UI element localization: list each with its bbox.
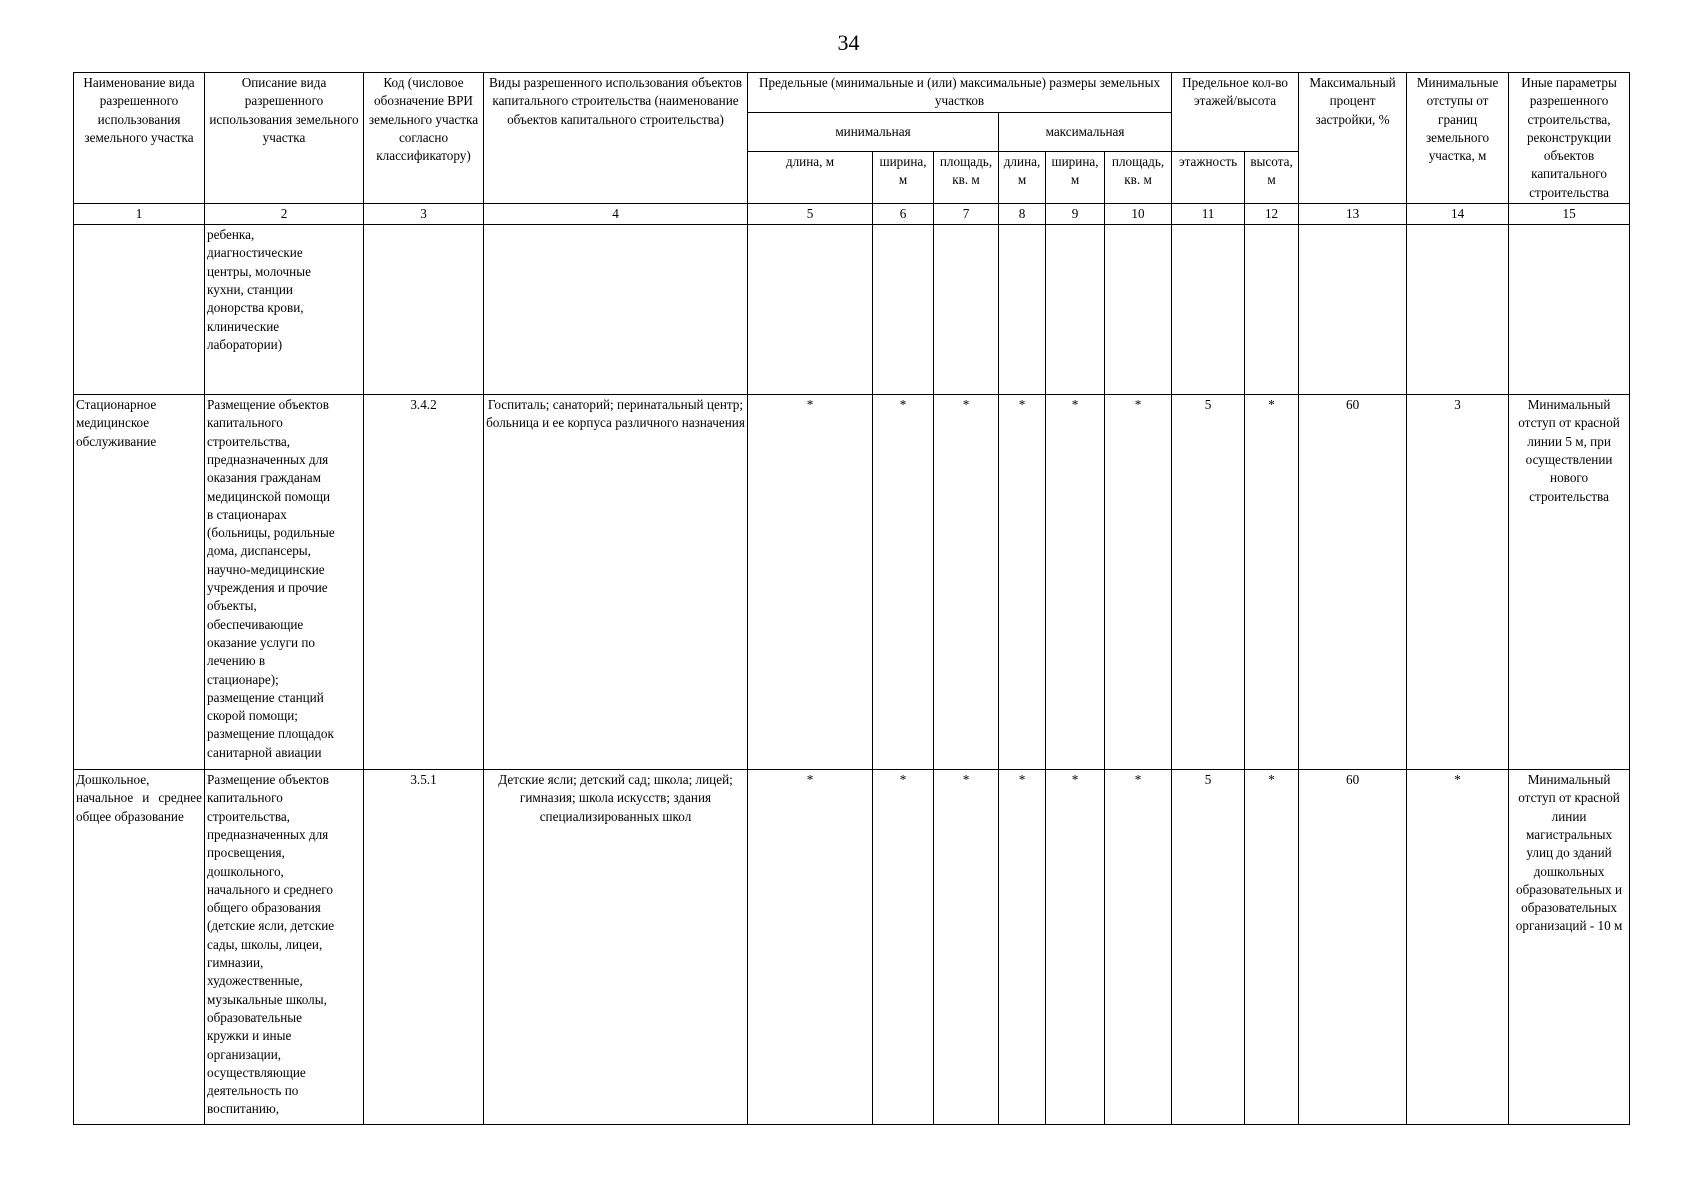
cell-min-length: * xyxy=(748,770,873,1125)
cell-code xyxy=(364,225,484,395)
description-line: кружки и иные xyxy=(207,1028,292,1044)
column-number: 4 xyxy=(484,204,748,225)
cell-objects xyxy=(484,225,748,395)
cell-other xyxy=(1509,225,1630,395)
header-min-area: площадь, кв. м xyxy=(934,151,999,203)
cell-min-length: * xyxy=(748,395,873,770)
description-line: оказание услуги по xyxy=(207,634,316,650)
description-line: дошкольного, xyxy=(207,863,284,879)
header-min-width: ширина, м xyxy=(873,151,934,203)
description-line: дома, диспансеры, xyxy=(207,543,311,559)
cell-description xyxy=(205,225,364,395)
column-number: 2 xyxy=(205,204,364,225)
cell-max-width xyxy=(1046,225,1105,395)
description-line: объекты, xyxy=(207,598,257,614)
column-number: 10 xyxy=(1105,204,1172,225)
land-use-table xyxy=(73,72,1630,1125)
description-line: предназначенных для xyxy=(207,826,329,842)
column-number: 15 xyxy=(1509,204,1630,225)
table-row xyxy=(74,395,1630,770)
cell-build-percent xyxy=(1299,225,1407,395)
header-col-objects: Виды разрешенного использования объектов капитального строительства (наименование объектов капитального строительства) xyxy=(484,73,748,204)
column-number: 12 xyxy=(1245,204,1299,225)
header-col-code: Код (числовое обозначение ВРИ земельного участка согласно классификатору) xyxy=(364,73,484,204)
description-line: ребенка, xyxy=(207,227,255,243)
header-max-area: площадь, кв. м xyxy=(1105,151,1172,203)
description-line: в стационарах xyxy=(207,506,287,522)
header-min-length: длина, м xyxy=(748,151,873,203)
description-line: строительства, xyxy=(207,433,291,449)
cell-other: Минимальный отступ от красной линии 5 м, при осуществлении нового строительства xyxy=(1509,395,1630,770)
description-line: размещение станций xyxy=(207,689,324,705)
cell-max-area: * xyxy=(1105,395,1172,770)
header-group-sizes: Предельные (минимальные и (или) максимальные) размеры земельных участков xyxy=(748,73,1172,113)
header-col-name: Наименование вида разрешенного использования земельного участка xyxy=(74,73,205,204)
description-line: предназначенных для xyxy=(207,451,329,467)
cell-min-width: * xyxy=(873,395,934,770)
header-max-width: ширина, м xyxy=(1046,151,1105,203)
cell-code: 3.4.2 xyxy=(364,395,484,770)
cell-max-area xyxy=(1105,225,1172,395)
column-number: 7 xyxy=(934,204,999,225)
cell-name: Дошкольное, начальное и среднее общее образование xyxy=(74,770,205,1125)
cell-build-percent: 60 xyxy=(1299,770,1407,1125)
column-number: 3 xyxy=(364,204,484,225)
description-line: санитарной авиации xyxy=(207,744,322,760)
description-line: (детские ясли, детские xyxy=(207,918,335,934)
description-line: капитального xyxy=(207,790,283,806)
column-number: 5 xyxy=(748,204,873,225)
description-line: стационаре); xyxy=(207,671,279,687)
column-number: 8 xyxy=(999,204,1046,225)
cell-code: 3.5.1 xyxy=(364,770,484,1125)
cell-floors: 5 xyxy=(1172,395,1245,770)
header-sub-min: минимальная xyxy=(748,112,999,151)
cell-name: Стационарное медицинское обслуживание xyxy=(74,395,205,770)
cell-min-length xyxy=(748,225,873,395)
column-number: 11 xyxy=(1172,204,1245,225)
description-line: (больницы, родильные xyxy=(207,525,335,541)
cell-floors: 5 xyxy=(1172,770,1245,1125)
cell-objects: Детские ясли; детский сад; школа; лицей; гимназия; школа искусств; здания специализированных школ xyxy=(484,770,748,1125)
description-line: образовательные xyxy=(207,1009,303,1025)
column-number: 14 xyxy=(1407,204,1509,225)
description-line: донорства крови, xyxy=(207,300,304,316)
description-line: капитального xyxy=(207,415,283,431)
description-line: оказания гражданам xyxy=(207,470,321,486)
table-row xyxy=(74,770,1630,1125)
column-number: 6 xyxy=(873,204,934,225)
cell-height: * xyxy=(1245,770,1299,1125)
description-line: воспитанию, xyxy=(207,1101,280,1117)
description-line: скорой помощи; xyxy=(207,708,298,724)
cell-height xyxy=(1245,225,1299,395)
header-max-length: длина, м xyxy=(999,151,1046,203)
description-line: лечению в xyxy=(207,653,266,669)
cell-min-area: * xyxy=(934,770,999,1125)
description-line: диагностические xyxy=(207,245,303,261)
cell-max-width: * xyxy=(1046,770,1105,1125)
cell-setback xyxy=(1407,225,1509,395)
header-col-build-percent: Максимальный процент застройки, % xyxy=(1299,73,1407,204)
cell-floors xyxy=(1172,225,1245,395)
cell-max-length: * xyxy=(999,770,1046,1125)
header-col-description: Описание вида разрешенного использования земельного участка xyxy=(205,73,364,204)
cell-name xyxy=(74,225,205,395)
description-line: начального и среднего xyxy=(207,881,333,897)
description-line: деятельность по xyxy=(207,1083,299,1099)
cell-setback: * xyxy=(1407,770,1509,1125)
description-line: осуществляющие xyxy=(207,1064,306,1080)
description-line: научно-медицинские xyxy=(207,561,325,577)
cell-height: * xyxy=(1245,395,1299,770)
header-row-1 xyxy=(74,73,1630,113)
description-line: медицинской помощи xyxy=(207,488,331,504)
column-number-row xyxy=(74,204,1630,225)
description-line: общего образования xyxy=(207,900,321,916)
cell-max-area: * xyxy=(1105,770,1172,1125)
cell-max-length: * xyxy=(999,395,1046,770)
description-line: сады, школы, лицеи, xyxy=(207,936,323,952)
column-number: 13 xyxy=(1299,204,1407,225)
header-floors: этажность xyxy=(1172,151,1245,203)
description-line: художественные, xyxy=(207,973,303,989)
cell-max-width: * xyxy=(1046,395,1105,770)
cell-description xyxy=(205,770,364,1125)
cell-max-length xyxy=(999,225,1046,395)
description-line: обеспечивающие xyxy=(207,616,304,632)
description-line: строительства, xyxy=(207,808,291,824)
cell-setback: 3 xyxy=(1407,395,1509,770)
column-number: 1 xyxy=(74,204,205,225)
cell-min-area xyxy=(934,225,999,395)
cell-min-width: * xyxy=(873,770,934,1125)
description-line: Размещение объектов xyxy=(207,772,329,788)
description-line: организации, xyxy=(207,1046,282,1062)
cell-min-area: * xyxy=(934,395,999,770)
cell-build-percent: 60 xyxy=(1299,395,1407,770)
cell-description xyxy=(205,395,364,770)
cell-objects: Госпиталь; санаторий; перинатальный центр; больница и ее корпуса различного назначения xyxy=(484,395,748,770)
description-line: учреждения и прочие xyxy=(207,580,328,596)
column-number: 9 xyxy=(1046,204,1105,225)
description-line: центры, молочные xyxy=(207,263,311,279)
cell-min-width xyxy=(873,225,934,395)
description-line: музыкальные школы, xyxy=(207,991,327,1007)
page-number: 34 xyxy=(837,30,860,55)
header-group-floors: Предельное кол-во этажей/высота xyxy=(1172,73,1299,152)
description-line: гимназии, xyxy=(207,955,264,971)
header-col-other: Иные параметры разрешенного строительства, реконструкции объектов капитального строительства xyxy=(1509,73,1630,204)
description-line: клинические xyxy=(207,318,280,334)
description-line: просвещения, xyxy=(207,845,285,861)
cell-other: Минимальный отступ от красной линии магистральных улиц до зданий дошкольных образовательных и образовательных организаций - 10 м xyxy=(1509,770,1630,1125)
description-line: Размещение объектов xyxy=(207,397,329,413)
header-col-setbacks: Минимальные отступы от границ земельного участка, м xyxy=(1407,73,1509,204)
table-row xyxy=(74,225,1630,395)
header-height: высота, м xyxy=(1245,151,1299,203)
description-line: лаборатории) xyxy=(207,336,283,352)
description-line: размещение площадок xyxy=(207,726,334,742)
header-sub-max: максимальная xyxy=(999,112,1172,151)
description-line: кухни, станции xyxy=(207,281,293,297)
